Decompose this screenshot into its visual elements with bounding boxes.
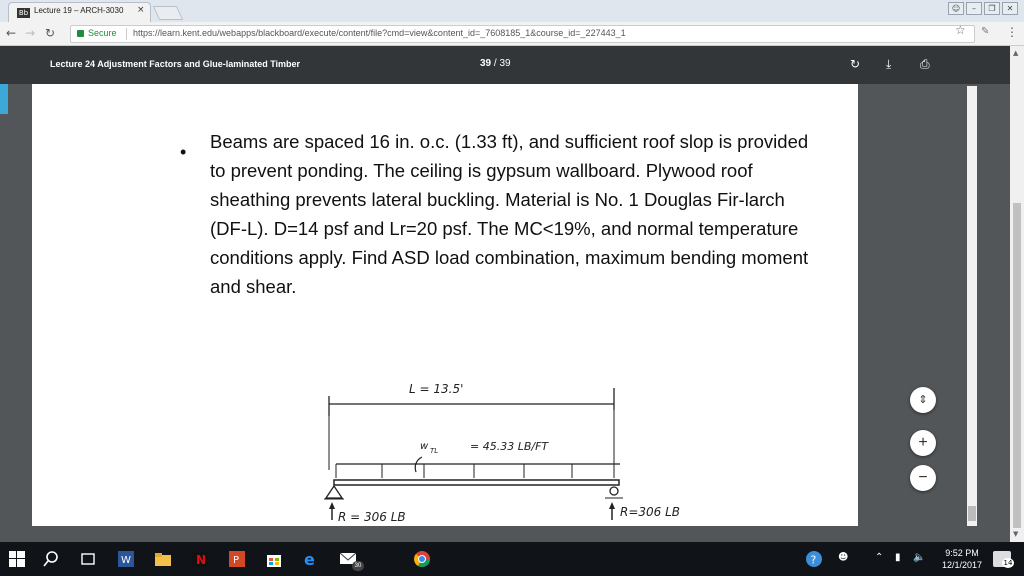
- download-icon[interactable]: ⤓: [886, 57, 892, 71]
- total-pages: 39: [499, 58, 511, 69]
- word-icon[interactable]: [118, 551, 134, 567]
- url-text[interactable]: https://learn.kent.edu/webapps/blackboard/execute/content/file?cmd=view&content_id=_7608185_1&course_id=_227443_1: [133, 28, 626, 38]
- browser-menu-icon[interactable]: ⋮: [1006, 25, 1018, 39]
- system-clock[interactable]: [942, 547, 982, 571]
- people-icon[interactable]: ☻: [838, 552, 849, 563]
- edge-icon[interactable]: [303, 551, 319, 567]
- page-separator: /: [493, 58, 497, 69]
- beam: [334, 480, 619, 485]
- print-icon[interactable]: ⎙: [920, 57, 930, 71]
- svg-text:e: e: [304, 551, 315, 567]
- browser-scrollbar-thumb[interactable]: [1013, 203, 1021, 528]
- netflix-icon[interactable]: [192, 551, 208, 567]
- browser-tab-bar: [0, 0, 1024, 22]
- powerpoint-icon[interactable]: [229, 551, 245, 567]
- load-subscript: TL: [430, 447, 439, 455]
- reaction-arrowhead-right: [609, 502, 615, 509]
- current-page-number[interactable]: 39: [480, 58, 492, 69]
- chrome-icon[interactable]: [414, 551, 430, 567]
- page-indicator: [480, 58, 511, 69]
- battery-icon[interactable]: ▮: [895, 552, 901, 563]
- windows-start-icon[interactable]: [9, 551, 25, 567]
- new-tab-button[interactable]: [153, 6, 184, 20]
- bookmark-star-icon[interactable]: ☆: [955, 23, 966, 37]
- left-reaction-label: R = 306 LB: [338, 510, 406, 524]
- browser-tab[interactable]: [8, 2, 151, 22]
- tray-expand-chevron-icon[interactable]: ⌃: [875, 552, 884, 563]
- close-window-icon[interactable]: ✕: [1002, 2, 1018, 15]
- file-explorer-icon[interactable]: [155, 551, 171, 567]
- svg-text:?: ?: [810, 553, 817, 567]
- reload-icon[interactable]: ↻: [45, 26, 56, 40]
- roller-support-right: [610, 487, 618, 495]
- restore-icon[interactable]: ❐: [984, 2, 1000, 15]
- svg-text:P: P: [233, 555, 240, 566]
- svg-text:N: N: [196, 553, 207, 567]
- pdf-page: [32, 84, 858, 526]
- help-icon[interactable]: [806, 551, 822, 567]
- minimize-icon[interactable]: –: [966, 2, 982, 15]
- address-bar[interactable]: [70, 25, 975, 43]
- bullet-marker: •: [180, 142, 187, 162]
- store-icon[interactable]: [266, 551, 282, 567]
- span-label: L = 13.5': [409, 382, 464, 396]
- zoom-out-button[interactable]: −: [910, 465, 936, 491]
- pdf-toolbar: [0, 46, 1010, 84]
- divider: [126, 28, 127, 40]
- beam-diagram: [324, 380, 744, 535]
- pdf-viewer: [0, 46, 1024, 542]
- profile-icon[interactable]: ☺: [948, 2, 964, 15]
- zoom-in-button[interactable]: +: [910, 430, 936, 456]
- right-reaction-label: R=306 LB: [620, 505, 681, 519]
- extension-icon[interactable]: ✎: [981, 26, 990, 37]
- problem-statement: Beams are spaced 16 in. o.c. (1.33 ft), and sufficient roof slop is provided to prevent ponding. The ceiling is gypsum wallboard. Plywood roof sheathing prevents lateral buckling. Material is No. 1 Douglas Fir-larch (DF-L). D=14 psf and Lr=20 psf. The MC<19%, and normal temperature conditions apply. Find ASD load combination, maximum bending moment and shear.: [210, 131, 809, 297]
- mail-badge: 30: [352, 561, 364, 571]
- svg-text:W: W: [121, 555, 131, 566]
- address-toolbar: [0, 22, 1024, 46]
- reaction-arrowhead-left: [329, 502, 335, 509]
- page-scrollbar[interactable]: [967, 86, 977, 526]
- forward-arrow-icon[interactable]: →: [25, 26, 36, 40]
- clock-date: 12/1/2017: [942, 560, 983, 570]
- browser-scrollbar[interactable]: [1010, 46, 1024, 542]
- lock-icon: [77, 30, 84, 37]
- load-value: = 45.33 LB/FT: [470, 440, 549, 453]
- secure-label: Secure: [88, 28, 117, 38]
- page-scrollbar-thumb[interactable]: [968, 506, 976, 521]
- windows-taskbar: [0, 542, 1024, 576]
- back-arrow-icon[interactable]: ←: [6, 26, 17, 40]
- clock-time: 9:52 PM: [945, 548, 979, 558]
- tab-title: Lecture 19 – ARCH-3030: [34, 6, 124, 15]
- blackboard-favicon-icon: Bb: [18, 9, 29, 17]
- notification-count: 14: [1003, 559, 1013, 567]
- rotate-icon[interactable]: ↻: [850, 57, 861, 71]
- document-title: Lecture 24 Adjustment Factors and Glue-laminated Timber: [50, 59, 301, 69]
- tab-close-icon[interactable]: ×: [137, 5, 145, 15]
- search-icon[interactable]: [43, 551, 59, 567]
- action-center-icon[interactable]: [993, 551, 1011, 567]
- pin-support-left: [326, 486, 342, 498]
- task-view-icon[interactable]: [80, 551, 96, 567]
- fit-page-button[interactable]: ⇕: [910, 387, 936, 413]
- scroll-up-icon[interactable]: ▲: [1013, 49, 1019, 57]
- load-symbol: w: [420, 441, 429, 452]
- scroll-down-icon[interactable]: ▼: [1013, 530, 1019, 538]
- sidebar-accent: [0, 84, 8, 114]
- volume-icon[interactable]: 🔈: [913, 552, 926, 563]
